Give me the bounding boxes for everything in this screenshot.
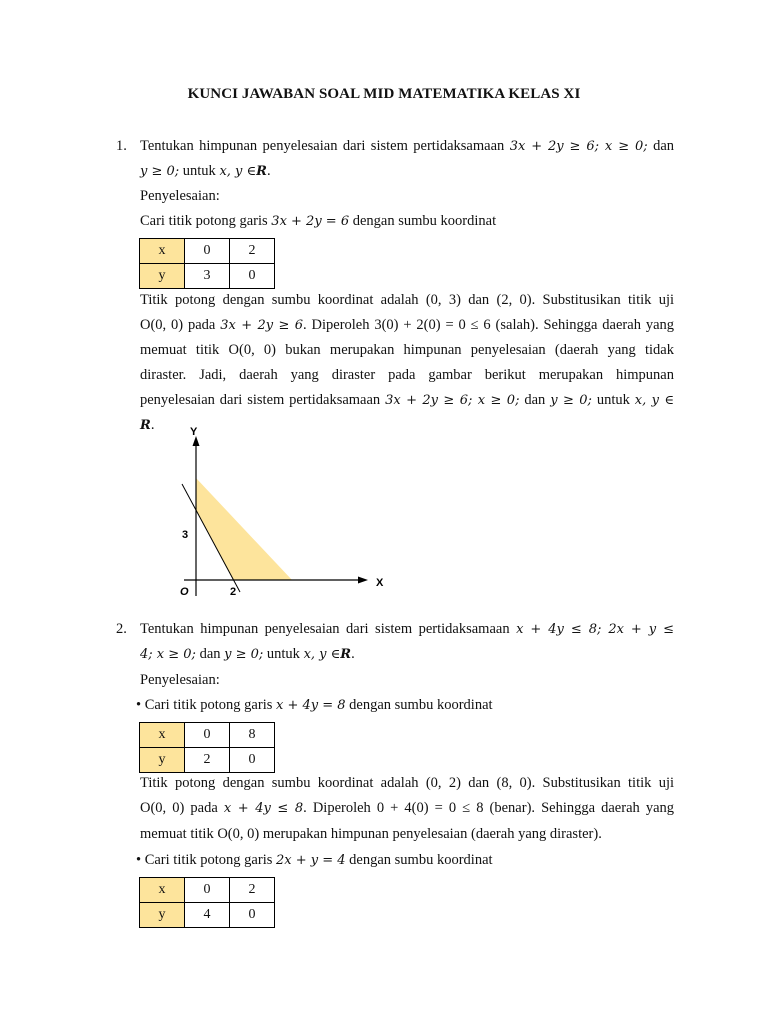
table-cell: 0 [185, 239, 230, 264]
q2-bullet2-equation: 2x + y = 4 [276, 853, 346, 868]
q1-paragraph-line5 [140, 392, 674, 409]
q1-paragraph-line6 [140, 417, 154, 434]
q2-penyelesaian-label: Penyelesaian: [140, 672, 220, 688]
q1-question-line2 [140, 163, 271, 180]
x-axis-arrow-icon [358, 577, 368, 584]
q2-question-line1 [140, 621, 674, 638]
origin-label: O [180, 586, 189, 598]
q1-p6-real-set: R [140, 418, 151, 433]
table-row [140, 239, 275, 264]
q2-domain-math: x, y ∈ [303, 647, 341, 662]
q1-untuk-text: untuk [182, 163, 216, 179]
q1-penyelesaian-label: Penyelesaian: [140, 188, 220, 204]
q1-paragraph-line4: diraster. Jadi, daerah yang diraster pada gambar berikut merupakan himpunan [140, 367, 674, 383]
q2-paragraph-line3: memuat titik O(0, 0) merupakan himpunan penyelesaian (daerah yang diraster). [140, 826, 602, 842]
table-row [140, 264, 275, 289]
q2-bullet2-line [136, 852, 493, 869]
q1-p5-math1: 3x + 2y ≥ 6; x ≥ 0; [385, 393, 520, 408]
q2-real-set-symbol: R [340, 647, 352, 662]
q1-question-line1 [140, 138, 674, 155]
q1-intercept-table [139, 238, 275, 289]
q2-p2-text-end: . Diperoleh 0 + 4(0) = 0 ≤ 8 (benar). Sehingga daerah yang [303, 800, 675, 816]
q2-inequality-math-cont: 4; x ≥ 0; [140, 647, 196, 662]
q1-p5-and: dan [524, 392, 546, 408]
q1-cari-line [140, 213, 496, 230]
q2-intercept-table-1 [139, 722, 275, 773]
q1-p5-math3: x, y ∈ [634, 393, 675, 408]
q2-number: 2. [116, 621, 127, 637]
q1-domain-math: x, y ∈ [219, 164, 257, 179]
table-header-y: y [140, 264, 185, 289]
table-row [140, 748, 275, 773]
q1-paragraph-line2 [140, 317, 674, 334]
y-axis-label: Y [190, 426, 198, 438]
q1-cari-text-end: dengan sumbu koordinat [352, 213, 497, 229]
q1-line-equation: 3x + 2y = 6 [271, 214, 350, 229]
q1-p2-text: O(0, 0) pada [140, 317, 216, 333]
table-cell: 3 [185, 264, 230, 289]
q1-paragraph-line1: Titik potong dengan sumbu koordinat adalah (0, 3) dan (2, 0). Substitusikan titik uji [140, 292, 674, 308]
table-row [140, 878, 275, 903]
q2-paragraph-line1: Titik potong dengan sumbu koordinat adalah (0, 2) dan (8, 0). Substitusikan titik uji [140, 775, 674, 791]
table-cell: 2 [185, 748, 230, 773]
q2-inequality-math: x + 4y ≤ 8; 2x + y ≤ [516, 622, 675, 637]
q2-question-text: Tentukan himpunan penyelesaian dari sistem pertidaksamaan [140, 621, 510, 637]
y-intercept-label: 3 [182, 529, 189, 541]
q1-p2-text-end: . Diperoleh 3(0) + 2(0) = 0 ≤ 6 (salah). Sehingga daerah yang [303, 317, 674, 333]
q1-question-and: dan [653, 138, 675, 154]
table-cell: 2 [230, 878, 275, 903]
table-cell: 8 [230, 723, 275, 748]
table-cell: 2 [230, 239, 275, 264]
q1-real-set-symbol: R [256, 164, 267, 179]
q2-bullet1-equation: x + 4y = 8 [276, 698, 346, 713]
q1-p5-untuk: untuk [596, 392, 630, 408]
q2-paragraph-line2 [140, 800, 674, 817]
q2-p2-math: x + 4y ≤ 8 [223, 801, 304, 816]
q2-question-line2 [140, 646, 355, 663]
q2-intercept-table-2 [139, 877, 275, 928]
table-header-y: y [140, 748, 185, 773]
q2-p2-text: O(0, 0) pada [140, 800, 218, 816]
x-axis-label: X [376, 577, 384, 589]
q2-bullet1-text: • Cari titik potong garis [136, 697, 273, 713]
q1-p6-period: . [150, 417, 155, 433]
table-header-x: x [140, 723, 185, 748]
q2-y-condition-math: y ≥ 0; [224, 647, 264, 662]
q1-p2-math: 3x + 2y ≥ 6 [220, 318, 304, 333]
q1-p5-text: penyelesaian dari sistem pertidaksamaan [140, 392, 381, 408]
q1-p5-math2: y ≥ 0; [550, 393, 592, 408]
table-header-y: y [140, 903, 185, 928]
page-title: KUNCI JAWABAN SOAL MID MATEMATIKA KELAS XI [187, 86, 581, 102]
q1-cari-text: Cari titik potong garis [140, 213, 268, 229]
table-cell: 0 [185, 878, 230, 903]
q2-bullet2-text: • Cari titik potong garis [136, 852, 273, 868]
q1-period: . [266, 163, 271, 179]
table-cell: 0 [230, 903, 275, 928]
q1-solution-graph [170, 418, 400, 603]
table-header-x: x [140, 239, 185, 264]
table-cell: 0 [185, 723, 230, 748]
q1-y-condition-math: y ≥ 0; [140, 164, 180, 179]
table-cell: 4 [185, 903, 230, 928]
q2-bullet2-text-end: dengan sumbu koordinat [349, 852, 493, 868]
q2-period: . [351, 646, 355, 662]
x-intercept-label: 2 [230, 586, 237, 598]
q1-number: 1. [116, 138, 127, 154]
table-header-x: x [140, 878, 185, 903]
solution-region [196, 478, 292, 580]
table-row [140, 723, 275, 748]
q1-question-text: Tentukan himpunan penyelesaian dari sistem pertidaksamaan [140, 138, 505, 154]
q1-paragraph-line3: memuat titik O(0, 0) bukan merupakan himpunan penyelesaian (daerah yang tidak [140, 342, 674, 358]
table-cell: 0 [230, 748, 275, 773]
q2-bullet1-text-end: dengan sumbu koordinat [349, 697, 493, 713]
q1-inequality-math: 3x + 2y ≥ 6; x ≥ 0; [509, 139, 648, 154]
table-row [140, 903, 275, 928]
q2-question-and: dan [199, 646, 221, 662]
q2-untuk-text: untuk [266, 646, 300, 662]
table-cell: 0 [230, 264, 275, 289]
q2-bullet1-line [136, 697, 493, 714]
